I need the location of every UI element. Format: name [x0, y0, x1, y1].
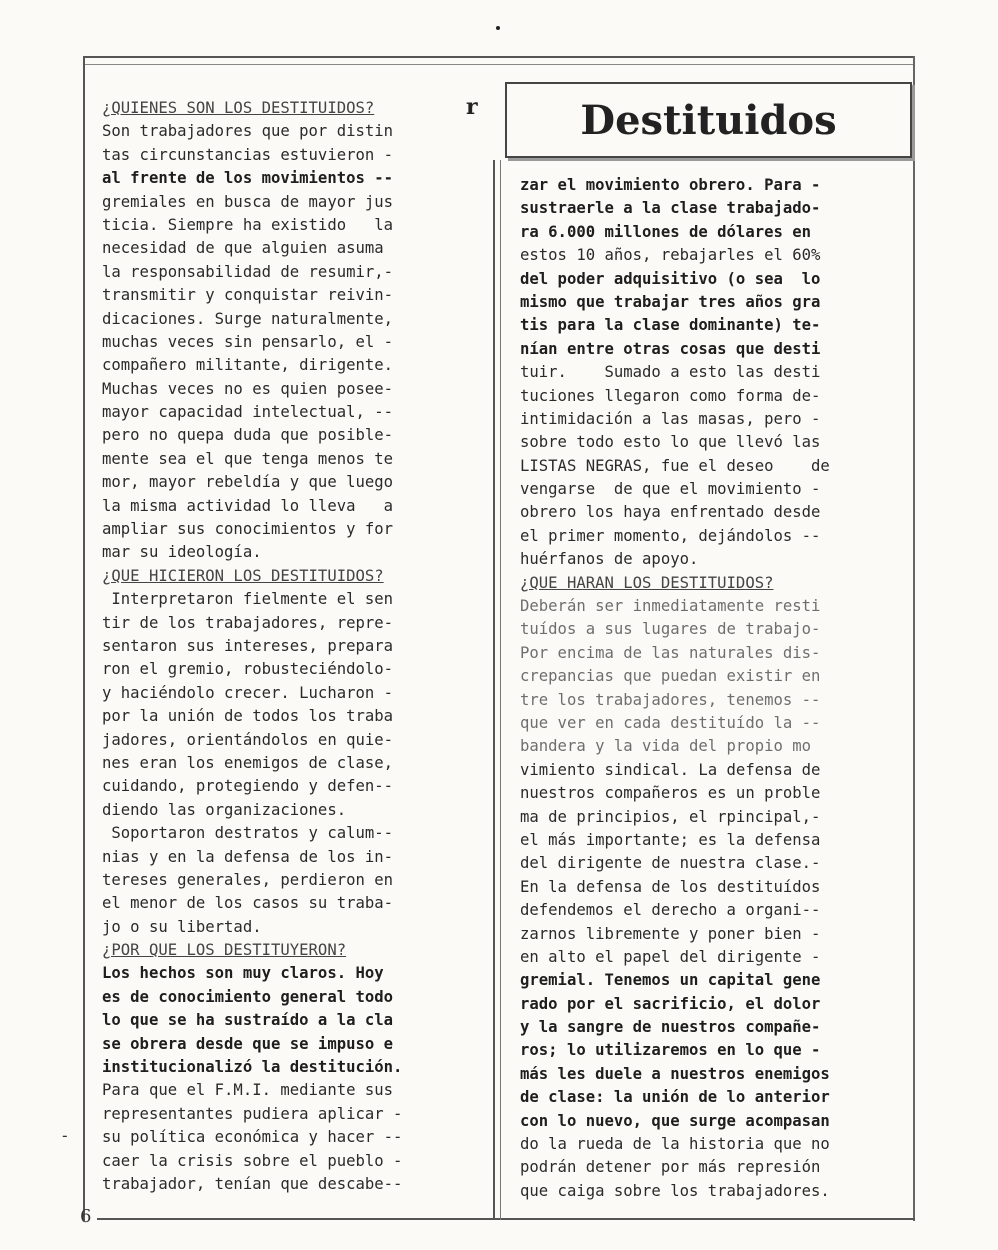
text-line: Los hechos son muy claros. Hoy: [102, 964, 384, 983]
text-line: que ver en cada destituído la --: [520, 713, 821, 732]
text-line: necesidad de que alguien asuma: [102, 239, 384, 258]
text-line: más les duele a nuestros enemigos: [520, 1064, 830, 1083]
text-line: Muchas veces no es quien posee-: [102, 379, 394, 398]
section-heading: ¿QUE HICIERON LOS DESTITUIDOS?: [102, 566, 384, 585]
text-line: ma de principios, el rpincipal,-: [520, 807, 821, 826]
text-line: sobre todo esto lo que llevó las: [520, 433, 821, 452]
text-line: nes eran los enemigos de clase,: [102, 753, 394, 772]
text-line: Interpretaron fielmente el sen: [102, 590, 394, 609]
text-line: se obrera desde que se impuso e: [102, 1034, 394, 1053]
text-line: su política económica y hacer --: [102, 1128, 403, 1147]
text-line: estos 10 años, rebajarles el 60%: [520, 246, 821, 265]
text-line: Para que el F.M.I. mediante sus: [102, 1081, 394, 1100]
text-line: LISTAS NEGRAS, fue el deseo de: [520, 456, 830, 475]
text-line: zar el movimiento obrero. Para -: [520, 176, 821, 194]
text-line: trabajador, tenían que descabe--: [102, 1174, 403, 1193]
text-line: sustraerle a la clase trabajado-: [520, 199, 821, 218]
title-box: [505, 82, 912, 158]
text-line: do la rueda de la historia que no: [520, 1135, 830, 1154]
text-line: transmitir y conquistar reivin-: [102, 286, 394, 305]
text-line: Son trabajadores que por distin: [102, 122, 394, 141]
text-line: En la defensa de los destituídos: [520, 877, 821, 896]
column-divider-inner: [500, 160, 501, 1220]
text-line: lo que se ha sustraído a la cla: [102, 1011, 394, 1030]
page-number: 6: [80, 1206, 92, 1227]
frame-left-rule: [83, 56, 85, 1221]
text-line: obrero los haya enfrentado desde: [520, 503, 821, 522]
text-line: nias y en la defensa de los in-: [102, 847, 394, 866]
text-line: jo o su libertad.: [102, 917, 262, 936]
text-line: defendemos el derecho a organi--: [520, 901, 821, 920]
text-line: ron el gremio, robusteciéndolo-: [102, 660, 394, 679]
frame-bottom-rule: [97, 1218, 915, 1220]
text-line: vimiento sindical. La defensa de: [520, 760, 821, 779]
text-line: mente sea el que tenga menos te: [102, 449, 394, 468]
text-line: es de conocimiento general todo: [102, 987, 394, 1006]
text-line: rado por el sacrificio, el dolor: [520, 994, 821, 1013]
text-line: mor, mayor rebeldía y que luego: [102, 473, 394, 492]
text-line: pero no quepa duda que posible-: [102, 426, 394, 445]
text-line: ampliar sus conocimientos y for: [102, 520, 394, 539]
text-line: intimidación a las masas, pero -: [520, 409, 821, 428]
text-line: tereses generales, perdieron en: [102, 870, 394, 889]
margin-mark: r: [466, 94, 478, 120]
column-divider: [493, 160, 495, 1220]
text-line: Por encima de las naturales dis-: [520, 643, 821, 662]
text-line: con lo nuevo, que surge acompasan: [520, 1111, 830, 1130]
text-line: tis para la clase dominante) te-: [520, 316, 821, 335]
text-line: nuestros compañeros es un proble: [520, 784, 821, 803]
text-line: del poder adquisitivo (o sea lo: [520, 269, 821, 288]
text-line: mismo que trabajar tres años gra: [520, 292, 821, 311]
text-line: podrán detener por más represión: [520, 1158, 821, 1177]
text-line: tuir. Sumado a esto las desti: [520, 363, 821, 382]
text-line: representantes pudiera aplicar -: [102, 1104, 403, 1123]
text-line: y la sangre de nuestros compañe-: [520, 1018, 821, 1037]
text-line: la responsabilidad de resumir,-: [102, 262, 394, 281]
text-line: la misma actividad lo lleva a: [102, 496, 394, 515]
text-line: por la unión de todos los traba: [102, 707, 394, 726]
text-line: dicaciones. Surge naturalmente,: [102, 309, 394, 328]
text-line: bandera y la vida del propio mo: [520, 737, 812, 756]
text-line: tre los trabajadores, tenemos --: [520, 690, 821, 709]
text-line: crepancias que puedan existir en: [520, 667, 821, 686]
left-column: [102, 97, 402, 1196]
text-line: el primer momento, dejándolos --: [520, 526, 821, 545]
text-line: ra 6.000 millones de dólares en: [520, 222, 812, 241]
text-line: huérfanos de apoyo.: [520, 550, 699, 569]
text-line: y haciéndolo crecer. Lucharon -: [102, 683, 394, 702]
section-heading: ¿POR QUE LOS DESTITUYERON?: [102, 941, 347, 960]
text-line: mayor capacidad intelectual, --: [102, 403, 394, 422]
text-line: tuídos a sus lugares de trabajo-: [520, 620, 821, 639]
text-line: jadores, orientándolos en quie-: [102, 730, 394, 749]
text-line: tas circunstancias estuvieron -: [102, 145, 394, 164]
text-line: que caiga sobre los trabajadores.: [520, 1181, 830, 1200]
text-line: institucionalizó la destitución.: [102, 1058, 403, 1077]
text-line: vengarse de que el movimiento -: [520, 480, 821, 499]
text-line: al frente de los movimientos --: [102, 169, 394, 188]
frame-top-rule: [83, 56, 915, 58]
page-title: Destituidos: [580, 96, 837, 144]
frame-right-rule: [913, 56, 915, 1221]
text-line: Deberán ser inmediatamente resti: [520, 597, 821, 616]
text-line: gremial. Tenemos un capital gene: [520, 971, 821, 990]
margin-dash: -: [60, 1126, 70, 1145]
text-line: mar su ideología.: [102, 543, 262, 562]
text-line: de clase: la unión de lo anterior: [520, 1088, 830, 1107]
text-line: el más importante; es la defensa: [520, 830, 821, 849]
ink-dot: [496, 26, 500, 30]
text-line: compañero militante, dirigente.: [102, 356, 394, 375]
right-column: [520, 174, 830, 1203]
frame-top-rule-inner: [83, 64, 915, 65]
text-line: cuidando, protegiendo y defen--: [102, 777, 394, 796]
text-line: muchas veces sin pensarlo, el -: [102, 332, 394, 351]
text-line: diendo las organizaciones.: [102, 800, 347, 819]
text-line: el menor de los casos su traba-: [102, 894, 394, 913]
text-line: sentaron sus intereses, prepara: [102, 636, 394, 655]
section-heading: ¿QUIENES SON LOS DESTITUIDOS?: [102, 99, 375, 117]
text-line: Soportaron destratos y calum--: [102, 824, 394, 843]
section-heading: ¿QUE HARAN LOS DESTITUIDOS?: [520, 573, 774, 592]
text-line: del dirigente de nuestra clase.-: [520, 854, 821, 873]
text-line: tuciones llegaron como forma de-: [520, 386, 821, 405]
text-line: gremiales en busca de mayor jus: [102, 192, 394, 211]
text-line: zarnos libremente y poner bien -: [520, 924, 821, 943]
text-line: ticia. Siempre ha existido la: [102, 215, 394, 234]
text-line: en alto el papel del dirigente -: [520, 947, 821, 966]
text-line: tir de los trabajadores, repre-: [102, 613, 394, 632]
text-line: ros; lo utilizaremos en lo que -: [520, 1041, 821, 1060]
text-line: nían entre otras cosas que desti: [520, 339, 821, 358]
text-line: caer la crisis sobre el pueblo -: [102, 1151, 403, 1170]
